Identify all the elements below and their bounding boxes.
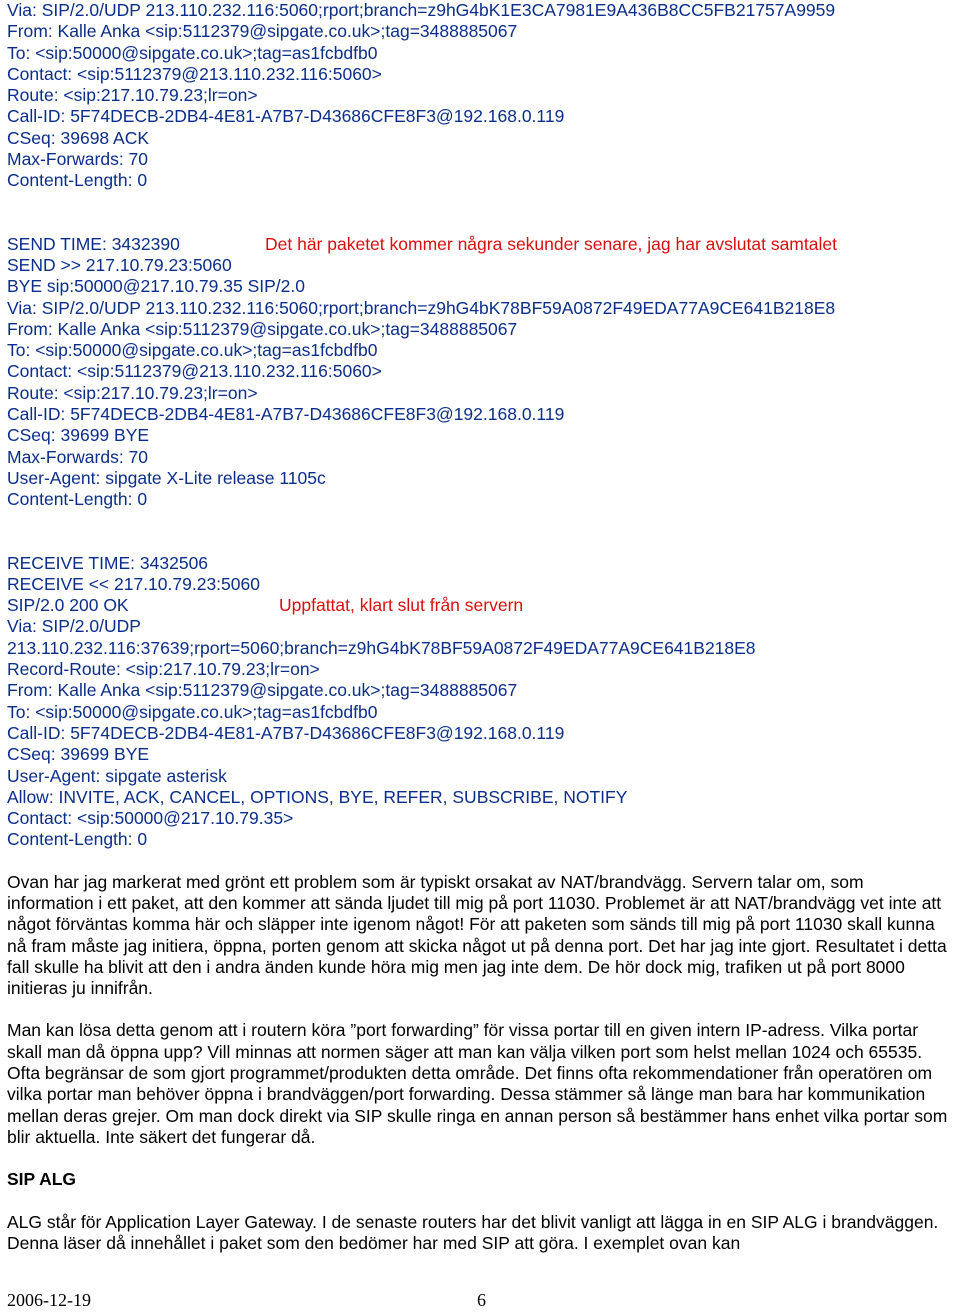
spacer <box>7 999 953 1020</box>
sip-line: User-Agent: sipgate X-Lite release 1105c <box>7 467 326 488</box>
sip-line: Contact: <sip:50000@217.10.79.35> <box>7 808 294 829</box>
sip-line: SEND >> 217.10.79.23:5060 <box>7 254 232 275</box>
sip-line: To: <sip:50000@sipgate.co.uk>;tag=as1fcbdfb0 <box>7 340 378 361</box>
sip-line: Route: <sip:217.10.79.23;lr=on> <box>7 382 258 403</box>
footer-date: 2006-12-19 <box>7 1290 91 1310</box>
sip-line: 213.110.232.116:37639;rport=5060;branch=z9hG4bK78BF59A0872F49EDA77A9CE641B218E8 <box>7 637 756 658</box>
sip-line: Allow: INVITE, ACK, CANCEL, OPTIONS, BYE, REFER, SUBSCRIBE, NOTIFY <box>7 786 628 807</box>
annotation-note: Det här paketet kommer några sekunder senare, jag har avslutat samtalet <box>265 233 837 254</box>
sip-line: Max-Forwards: 70 <box>7 149 149 170</box>
sip-line: User-Agent: sipgate asterisk <box>7 765 227 786</box>
sip-line: Content-Length: 0 <box>7 829 148 850</box>
spacer <box>7 511 953 553</box>
sip-line: CSeq: 39699 BYE <box>7 425 150 446</box>
sip-line: Content-Length: 0 <box>7 489 148 510</box>
section-heading: SIP ALG <box>7 1169 77 1190</box>
sip-line: From: Kalle Anka <sip:5112379@sipgate.co.uk>;tag=3488885067 <box>7 21 518 42</box>
sip-line: RECEIVE << 217.10.79.23:5060 <box>7 573 260 594</box>
sip-line: RECEIVE TIME: 3432506 <box>7 552 209 573</box>
sip-status: SIP/2.0 200 OK <box>7 595 129 616</box>
sip-line: Record-Route: <sip:217.10.79.23;lr=on> <box>7 659 320 680</box>
sip-line: From: Kalle Anka <sip:5112379@sipgate.co.uk>;tag=3488885067 <box>7 680 518 701</box>
sip-ack-block <box>7 0 953 192</box>
status-line <box>7 595 953 616</box>
page-number: 6 <box>477 1290 486 1310</box>
send-time: SEND TIME: 3432390 <box>7 233 180 254</box>
spacer <box>7 1148 953 1169</box>
sip-line: Via: SIP/2.0/UDP <box>7 616 141 637</box>
sip-line: Via: SIP/2.0/UDP 213.110.232.116:5060;rport;branch=z9hG4bK1E3CA7981E9A436B8CC5FB21757A9959 <box>7 0 836 20</box>
sip-line: CSeq: 39698 ACK <box>7 127 150 148</box>
sip-ok-block <box>7 553 953 851</box>
sip-bye-block <box>7 234 953 511</box>
annotation-note: Uppfattat, klart slut från servern <box>279 595 524 616</box>
sip-line: Call-ID: 5F74DECB-2DB4-4E81-A7B7-D43686CFE8F3@192.168.0.119 <box>7 722 565 743</box>
sip-line: To: <sip:50000@sipgate.co.uk>;tag=as1fcbdfb0 <box>7 42 378 63</box>
sip-line: Content-Length: 0 <box>7 170 148 191</box>
sip-line: To: <sip:50000@sipgate.co.uk>;tag=as1fcbdfb0 <box>7 701 378 722</box>
sip-line: BYE sip:50000@217.10.79.35 SIP/2.0 <box>7 276 305 297</box>
sip-line: Route: <sip:217.10.79.23;lr=on> <box>7 85 258 106</box>
spacer <box>7 851 953 872</box>
spacer <box>7 192 953 234</box>
spacer <box>7 1191 953 1212</box>
sip-line: Call-ID: 5F74DECB-2DB4-4E81-A7B7-D43686CFE8F3@192.168.0.119 <box>7 106 565 127</box>
document-page <box>7 0 953 1254</box>
sip-line: Contact: <sip:5112379@213.110.232.116:5060> <box>7 63 382 84</box>
sip-line: Call-ID: 5F74DECB-2DB4-4E81-A7B7-D43686CFE8F3@192.168.0.119 <box>7 404 565 425</box>
body-paragraph: Ovan har jag markerat med grönt ett problem som är typiskt orsakat av NAT/brandvägg. Servern talar om, som information i ett paket, att den kommer att sända ljudet till mig på port 11030. Problemet är att NAT/brandvägg vet inte att något förväntas komma här och släpper inte igenom något! För att paketen som sänds till mig på port 11030 skall kunna nå fram måste jag initiera, öppna, porten genom att skicka något ut på denna port. Det har jag inte gjort. Resultatet i detta fall skulle ha blivit att den i andra änden kunde höra mig men jag inte dem. De hör dock mig, trafiken ut på port 8000 initieras ju innifrån. <box>7 871 947 999</box>
sip-line: Via: SIP/2.0/UDP 213.110.232.116:5060;rport;branch=z9hG4bK78BF59A0872F49EDA77A9CE641B218E8 <box>7 297 836 318</box>
sip-line: CSeq: 39699 BYE <box>7 744 150 765</box>
sip-line: Max-Forwards: 70 <box>7 446 149 467</box>
send-time-line <box>7 234 953 255</box>
sip-line: Contact: <sip:5112379@213.110.232.116:5060> <box>7 361 382 382</box>
body-paragraph: ALG står för Application Layer Gateway. I de senaste routers har det blivit vanligt att lägga in en SIP ALG i brandväggen. Denna läser då innehållet i paket som den bedömer har med SIP att göra. I exemplet ovan kan <box>7 1211 939 1253</box>
body-paragraph: Man kan lösa detta genom att i routern köra ”port forwarding” för vissa portar till en given intern IP-adress. Vilka portar skall man då öppna upp? Vill minnas att normen säger att man kan välja vilken port som helst mellan 1024 och 65535. Ofta begränsar de som gjort programmet/produkten detta område. Det finns ofta rekommendationer från operatören om vilka portar man behöver öppna i brandväggen/port forwarding. Dessa stämmer så länge man bara har kommunikation mellan deras grejer. Om man dock direkt via SIP skulle ringa en annan person så bestämmer hans enhet vilka portar som blir aktuella. Inte säkert det fungerar då. <box>7 1020 948 1147</box>
sip-line: From: Kalle Anka <sip:5112379@sipgate.co.uk>;tag=3488885067 <box>7 318 518 339</box>
